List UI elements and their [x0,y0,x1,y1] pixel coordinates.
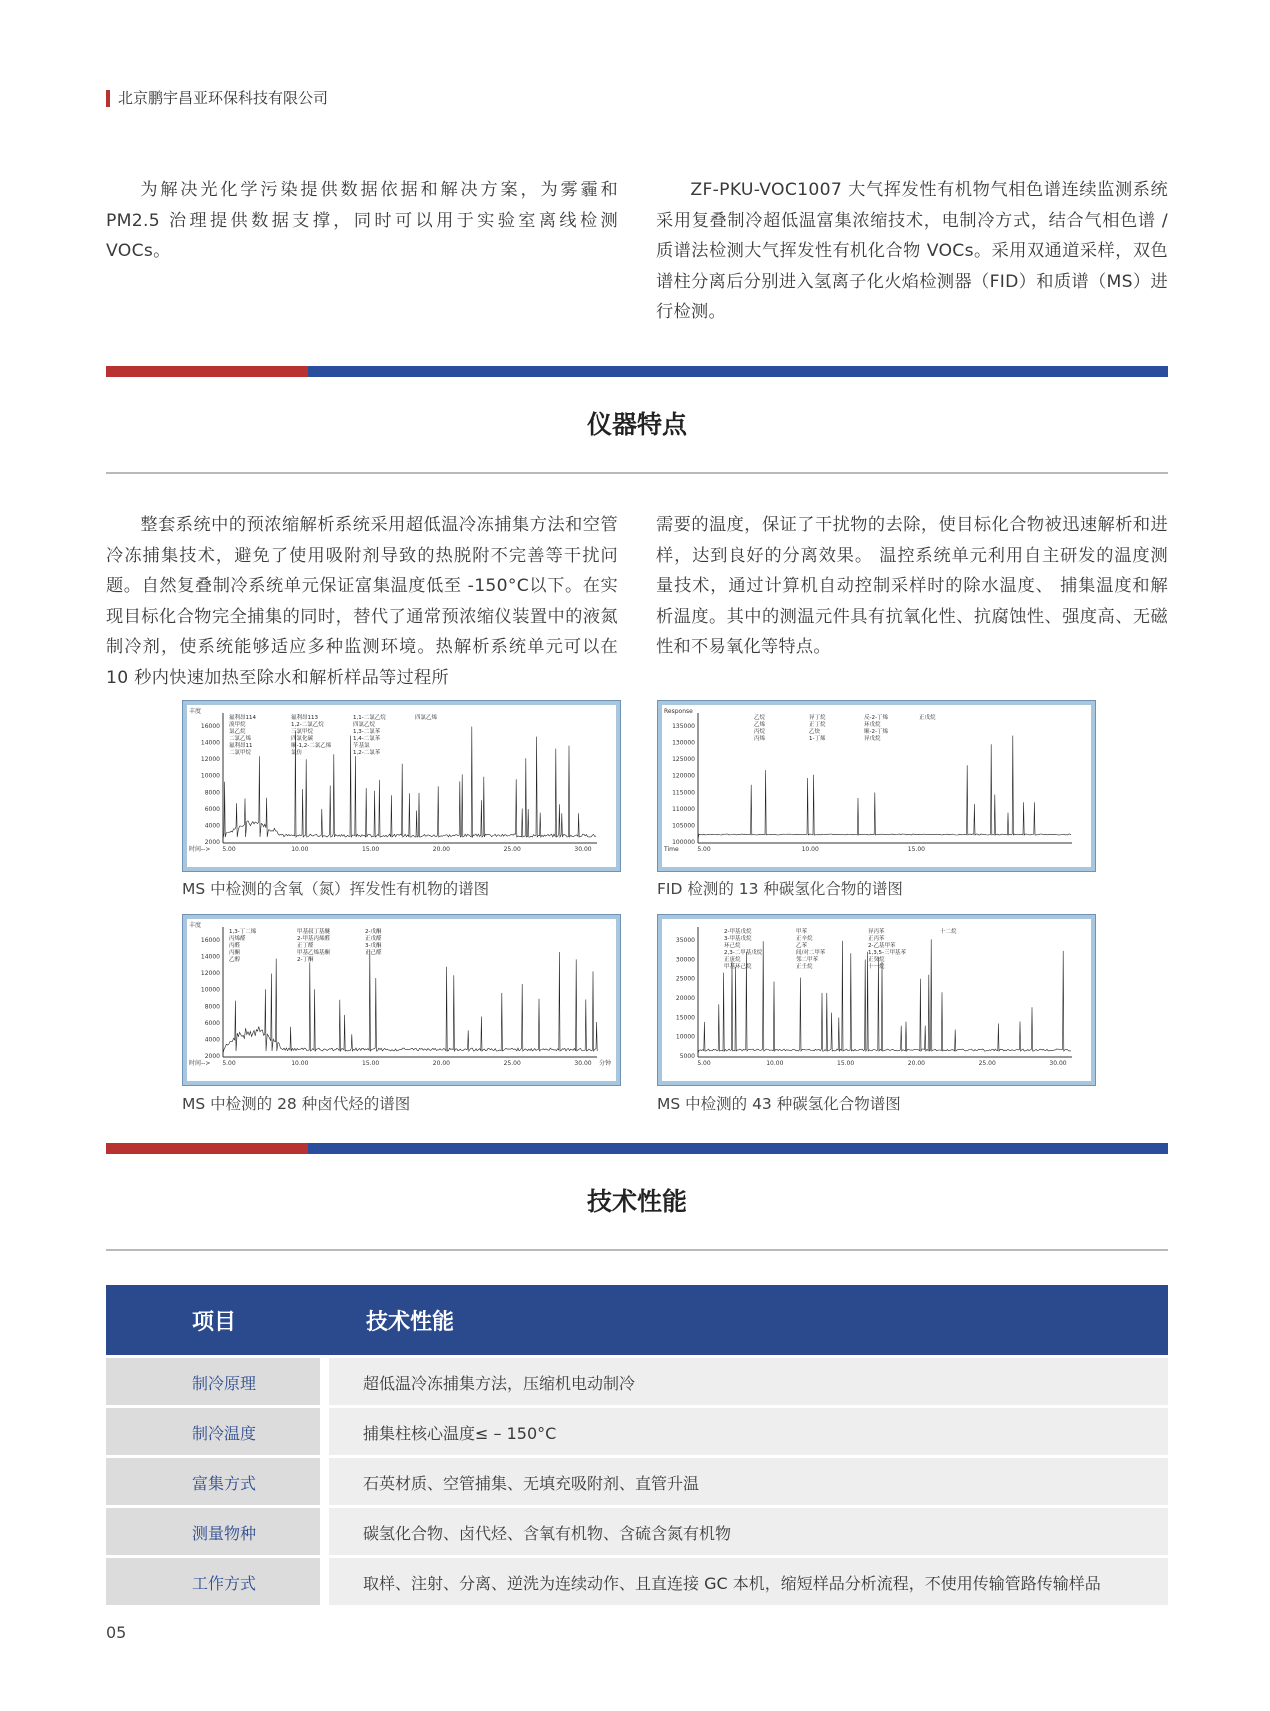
x-tick-label: 30.00 [574,1060,592,1067]
peak-label: 正癸烷 [868,957,885,963]
peak-label: 丙酮 [229,950,241,956]
y-tick-label: 20000 [675,995,695,1002]
y-tick-label: 105000 [672,822,695,830]
peak-label: 乙醇 [229,957,241,963]
y-tick-label: 14000 [200,739,220,747]
section-rule-2 [106,1249,1168,1251]
section-title-performance: 技术性能 [586,1187,687,1216]
x-tick-label: 20.00 [907,1060,925,1067]
y-tick-label: 120000 [672,772,695,780]
row-value: 石英材质、空管捕集、无填充吸附剂、直管升温 [363,1474,700,1493]
y-tick-label: 8000 [204,789,220,797]
peak-label: 2-丁酮 [297,957,314,963]
peak-label: 氟利昂113 [291,715,318,721]
y-tick-label: 30000 [675,956,695,964]
x-tick-label: 10.00 [801,846,819,853]
y-tick-label: 6000 [204,1019,220,1027]
y-tick-label: 35000 [675,937,695,944]
y-tick-label: 4000 [204,822,220,830]
x-tick-label: 25.00 [503,846,521,853]
section-rule [106,472,1168,474]
chromatogram-ms-hydrocarbons-plot [662,919,1089,1079]
peak-label: 丙烷 [754,729,766,735]
x-tick-label: 5.00 [697,1060,711,1067]
peak-label: 二氯甲烷 [229,750,252,756]
x-tick-label: 15.00 [837,1060,855,1067]
section-divider-stripe-2 [106,1143,1168,1154]
caption-chart-2: FID 检测的 13 种碳氢化合物的谱图 [657,880,903,898]
peak-label: 四氯乙烷 [353,722,376,728]
features-left-paragraph: 整套系统中的预浓缩解析系统采用超低温冷冻捕集方法和空管冷冻捕集技术，避免了使用吸附剂导致的热脱附不完善等干扰问题。自然复叠制冷系统单元保证富集温度低至 -150°C以下。在实现目标化合物完全捕集的同时，替代了通常预浓缩仪装置中的液氮制冷剂，使系统能够适应多种监测环境。热解析系统单元可以在 10 秒内快速加热至除水和解析样品等过程所 [106,515,618,688]
y-tick-label: 10000 [200,772,220,780]
table-row [106,1408,1168,1455]
y-tick-label: 4000 [204,1036,220,1044]
x-tick-label: 15.00 [362,1060,380,1067]
section-divider-stripe [106,366,1168,377]
y-tick-label: 110000 [672,805,695,813]
peak-label: 1,1-二氯乙烷 [353,715,386,721]
x-tick-label: 5.00 [222,846,236,853]
x-tick-label: 15.00 [907,846,925,853]
y-tick-label: 12000 [200,756,220,764]
peak-label: 3-戊酮 [365,943,382,949]
y-tick-label: 2000 [204,1053,220,1060]
peak-label: 正丙苯 [868,936,885,942]
peak-label: 十二烷 [940,929,957,935]
peak-label: 甲基叔丁基醚 [297,929,331,935]
header-spec: 技术性能 [366,1310,455,1335]
chromatogram-ms-43-hydrocarbons [657,914,1096,1086]
peak-label: 丙烯醛 [229,936,246,942]
y-tick-label: 8000 [204,1003,220,1011]
peak-label: 氯乙烷 [229,729,246,735]
chromatogram-ms-oxygenated-plot [187,705,614,865]
header-item: 项目 [192,1310,237,1335]
x-tick-label: 10.00 [291,846,309,853]
peak-label: 2-甲基戊烷 [724,929,752,935]
peak-label: 正戊烷 [919,715,936,721]
peak-label: 二氯乙烯 [229,736,252,742]
row-item: 制冷温度 [192,1424,257,1443]
x-tick-label: 20.00 [432,846,450,853]
y-tick-label: 115000 [672,789,695,797]
row-value: 超低温冷冻捕集方法，压缩机电动制冷 [363,1374,636,1393]
peak-label: 十一烷 [868,964,885,970]
peak-label: 三氯甲烷 [291,729,314,735]
y-axis-label: 丰度 [189,708,202,715]
peak-label: 异丙苯 [868,929,885,935]
caption-chart-1: MS 中检测的含氧（氮）挥发性有机物的谱图 [182,880,490,898]
x-tick-label: 30.00 [574,846,592,853]
row-value: 取样、注射、分离、逆洗为连续动作、且直连接 GC 本机，缩短样品分析流程，不使用传输管路传输样品 [363,1574,1101,1593]
peak-label: 四氯乙烯 [415,715,438,721]
chromatogram-fid-13-hydrocarbons [657,700,1096,872]
x-tick-label: 15.00 [362,846,380,853]
row-item: 工作方式 [192,1574,257,1593]
peak-label: 正己醛 [365,950,382,956]
x-axis-label: Time [664,846,679,853]
peak-label: 反-2-丁烯 [864,715,888,721]
peak-label: 2-甲基丙烯醛 [297,936,330,942]
y-tick-label: 15000 [675,1014,695,1022]
features-right-paragraph: 需要的温度，保证了干扰物的去除，使目标化合物被迅速解析和进样，达到良好的分离效果。 温控系统单元利用自主研发的温度测量技术，通过计算机自动控制采样时的除水温度、 捕集温度和解析温度。其中的测温元件具有抗氧化性、抗腐蚀性、强度高、无磁性和不易氧化等特点。 [656,515,1168,657]
row-value: 碳氢化合物、卤代烃、含氧有机物、含硫含氮有机物 [363,1524,732,1543]
peak-label: 1,3-二氯苯 [353,729,381,735]
x-tick-label: 25.00 [978,1060,996,1067]
company-name: 北京鹏宇昌亚环保科技有限公司 [118,89,329,107]
intro-left-paragraph: 为解决光化学污染提供数据依据和解决方案，为雾霾和 PM2.5 治理提供数据支撑，同时可以用于实验室离线检测 VOCs。 [106,180,618,261]
y-tick-label: 12000 [200,970,220,978]
peak-label: 1,3-丁二烯 [229,929,257,935]
header-accent-bar [106,90,110,107]
y-tick-label: 100000 [672,839,695,846]
caption-chart-4: MS 中检测的 43 种碳氢化合物谱图 [657,1095,901,1113]
peak-label: 1,2-二氯苯 [353,750,381,756]
chromatogram-ms-28-halocarbons [182,914,621,1086]
peak-label: 2-戊酮 [365,929,382,935]
peak-label: 1-丁烯 [809,736,826,742]
peak-label: 顺-1,2-二氯乙烯 [291,743,332,749]
y-tick-label: 5000 [679,1053,695,1060]
y-tick-label: 16000 [200,723,220,730]
peak-label: 异丁烷 [809,715,826,721]
x-tick-label: 10.00 [766,1060,784,1067]
y-axis-label: Response [664,708,693,715]
chromatogram-ms-oxygenated [182,700,621,872]
table-row [106,1458,1168,1505]
peak-label: 乙苯 [796,943,808,949]
peak-label: 环己烷 [724,943,741,949]
peak-label: 1,4-二氯苯 [353,736,381,742]
peak-label: 邻二甲苯 [796,957,819,963]
peak-label: 环戊烷 [864,722,881,728]
peak-label: 正戊醛 [365,936,382,942]
y-tick-label: 14000 [200,953,220,961]
y-tick-label: 10000 [675,1033,695,1041]
x-axis-label: 时间--> [189,846,211,853]
x-tick-label: 30.00 [1049,1060,1067,1067]
spec-table [106,1285,1168,1605]
row-item: 制冷原理 [192,1374,257,1393]
peak-label: 2,3-二甲基戊烷 [724,950,763,956]
x-tick-label: 5.00 [697,846,711,853]
peak-label: 乙烷 [754,715,766,721]
x-tick-label: 25.00 [503,1060,521,1067]
y-tick-label: 16000 [200,937,220,944]
peak-label: 正丁烷 [809,722,826,728]
peak-label: 1,2-二氯乙烷 [291,722,324,728]
chromatogram-ms-halocarbons-plot [187,919,614,1079]
peak-label: 2-乙基甲苯 [868,943,896,949]
peak-label: 氯仿 [291,750,303,756]
peak-label: 丙醛 [229,943,241,949]
y-tick-label: 2000 [204,839,220,846]
peak-label: 3-甲基戊烷 [724,936,752,942]
y-tick-label: 6000 [204,805,220,813]
row-item: 测量物种 [192,1524,257,1543]
peak-label: 丙烯 [754,736,766,742]
chromatogram-trace [698,736,1071,839]
peak-label: 苄基氯 [353,743,370,749]
y-tick-label: 125000 [672,756,695,764]
intro-right-paragraph: ZF-PKU-VOC1007 大气挥发性有机物气相色谱连续监测系统采用复叠制冷超低温富集浓缩技术，电制冷方式，结合气相色谱 / 质谱法检测大气挥发性有机化合物 VOCs。采用双通道采样，双色谱柱分离后分别进入氢离子化火焰检测器（FID）和质谱（MS）进行检测。 [656,180,1168,322]
table-row [106,1508,1168,1555]
y-tick-label: 130000 [672,739,695,747]
peak-label: 正壬烷 [796,964,813,970]
y-axis-label: 丰度 [189,922,202,929]
x-tick-label: 20.00 [432,1060,450,1067]
peak-label: 氟利昂11 [229,743,253,749]
peak-label: 溴甲烷 [229,722,246,728]
x-tick-label: 5.00 [222,1060,236,1067]
page-number: 05 [106,1623,127,1642]
peak-label: 异戊烷 [864,736,881,742]
chromatogram-trace [223,950,597,1053]
row-item: 富集方式 [192,1474,257,1493]
peak-label: 1,3,5-三甲基苯 [868,950,906,956]
chromatogram-trace [223,727,596,839]
peak-label: 甲基乙烯基酮 [297,950,331,956]
x-axis-label: 时间--> [189,1060,211,1067]
peak-label: 甲基环己烷 [724,964,752,970]
peak-label: 正辛烷 [796,936,813,942]
y-tick-label: 25000 [675,975,695,983]
section-title-features: 仪器特点 [586,410,687,439]
spec-table-header [106,1285,1168,1355]
y-tick-label: 135000 [672,723,695,730]
caption-chart-3: MS 中检测的 28 种卤代烃的谱图 [182,1095,411,1113]
row-value: 捕集柱核心温度≤ – 150°C [363,1424,557,1443]
y-tick-label: 10000 [200,986,220,994]
x-unit-label: 分钟 [599,1060,612,1067]
peak-label: 四氯化碳 [291,736,314,742]
peak-label: 顺-2-丁烯 [864,729,888,735]
x-tick-label: 10.00 [291,1060,309,1067]
peak-label: 间/对二甲苯 [796,950,826,956]
peak-label: 乙炔 [809,729,821,735]
peak-label: 正庚烷 [724,957,741,963]
peak-label: 甲苯 [796,929,808,935]
chromatogram-fid-plot [662,705,1089,865]
peak-label: 正丁醛 [297,943,314,949]
table-row [106,1358,1168,1405]
peak-label: 氟利昂114 [229,715,256,721]
table-row [106,1558,1168,1605]
peak-label: 乙烯 [754,722,766,728]
